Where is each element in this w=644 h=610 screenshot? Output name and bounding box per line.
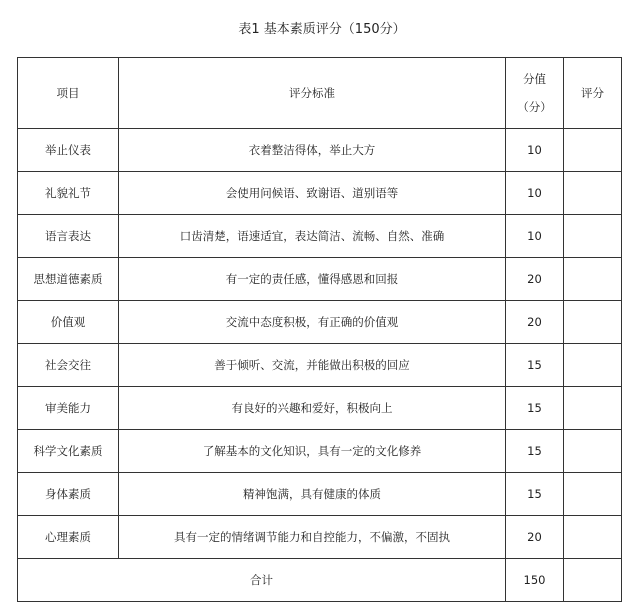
cell-criteria: 具有一定的情绪调节能力和自控能力，不偏激，不固执 — [119, 516, 506, 559]
cell-criteria: 善于倾听、交流，并能做出积极的回应 — [119, 344, 506, 387]
cell-points: 10 — [506, 129, 564, 172]
header-points — [506, 58, 564, 129]
cell-score — [564, 215, 622, 258]
cell-score — [564, 344, 622, 387]
cell-item: 心理素质 — [18, 516, 119, 559]
table-row — [18, 129, 622, 172]
cell-points: 15 — [506, 473, 564, 516]
table-row — [18, 473, 622, 516]
cell-item: 科学文化素质 — [18, 430, 119, 473]
cell-points: 15 — [506, 430, 564, 473]
table-title: 表1 基本素质评分（150分） — [238, 22, 406, 37]
cell-score — [564, 430, 622, 473]
table-row — [18, 258, 622, 301]
cell-item: 举止仪表 — [18, 129, 119, 172]
cell-criteria: 有良好的兴趣和爱好，积极向上 — [119, 387, 506, 430]
cell-points: 15 — [506, 344, 564, 387]
cell-item: 身体素质 — [18, 473, 119, 516]
cell-points: 20 — [506, 301, 564, 344]
total-score — [564, 559, 622, 602]
header-item: 项目 — [18, 58, 119, 129]
cell-points: 15 — [506, 387, 564, 430]
table-row — [18, 516, 622, 559]
table-row — [18, 172, 622, 215]
cell-item: 礼貌礼节 — [18, 172, 119, 215]
total-label: 合计 — [18, 559, 506, 602]
score-table — [17, 57, 622, 602]
cell-points: 20 — [506, 258, 564, 301]
header-score: 评分 — [564, 58, 622, 129]
cell-criteria: 精神饱满，具有健康的体质 — [119, 473, 506, 516]
cell-points: 10 — [506, 215, 564, 258]
cell-criteria: 口齿清楚，语速适宜，表达简洁、流畅、自然、准确 — [119, 215, 506, 258]
cell-item: 社会交往 — [18, 344, 119, 387]
header-points-unit: （分） — [517, 100, 552, 114]
table-row — [18, 215, 622, 258]
cell-score — [564, 258, 622, 301]
cell-criteria: 会使用问候语、致谢语、道别语等 — [119, 172, 506, 215]
cell-item: 语言表达 — [18, 215, 119, 258]
cell-criteria: 交流中态度积极，有正确的价值观 — [119, 301, 506, 344]
cell-score — [564, 301, 622, 344]
table-total-row — [18, 559, 622, 602]
header-criteria: 评分标准 — [119, 58, 506, 129]
cell-score — [564, 129, 622, 172]
table-row — [18, 301, 622, 344]
cell-score — [564, 387, 622, 430]
header-points-label: 分值 — [523, 72, 546, 86]
cell-item: 价值观 — [18, 301, 119, 344]
cell-item: 思想道德素质 — [18, 258, 119, 301]
cell-criteria: 了解基本的文化知识，具有一定的文化修养 — [119, 430, 506, 473]
total-points: 150 — [506, 559, 564, 602]
table-header-row — [18, 58, 622, 129]
cell-points: 20 — [506, 516, 564, 559]
cell-score — [564, 516, 622, 559]
cell-criteria: 衣着整洁得体，举止大方 — [119, 129, 506, 172]
table-row — [18, 344, 622, 387]
table-row — [18, 387, 622, 430]
cell-item: 审美能力 — [18, 387, 119, 430]
cell-score — [564, 172, 622, 215]
cell-criteria: 有一定的责任感，懂得感恩和回报 — [119, 258, 506, 301]
table-row — [18, 430, 622, 473]
cell-score — [564, 473, 622, 516]
cell-points: 10 — [506, 172, 564, 215]
